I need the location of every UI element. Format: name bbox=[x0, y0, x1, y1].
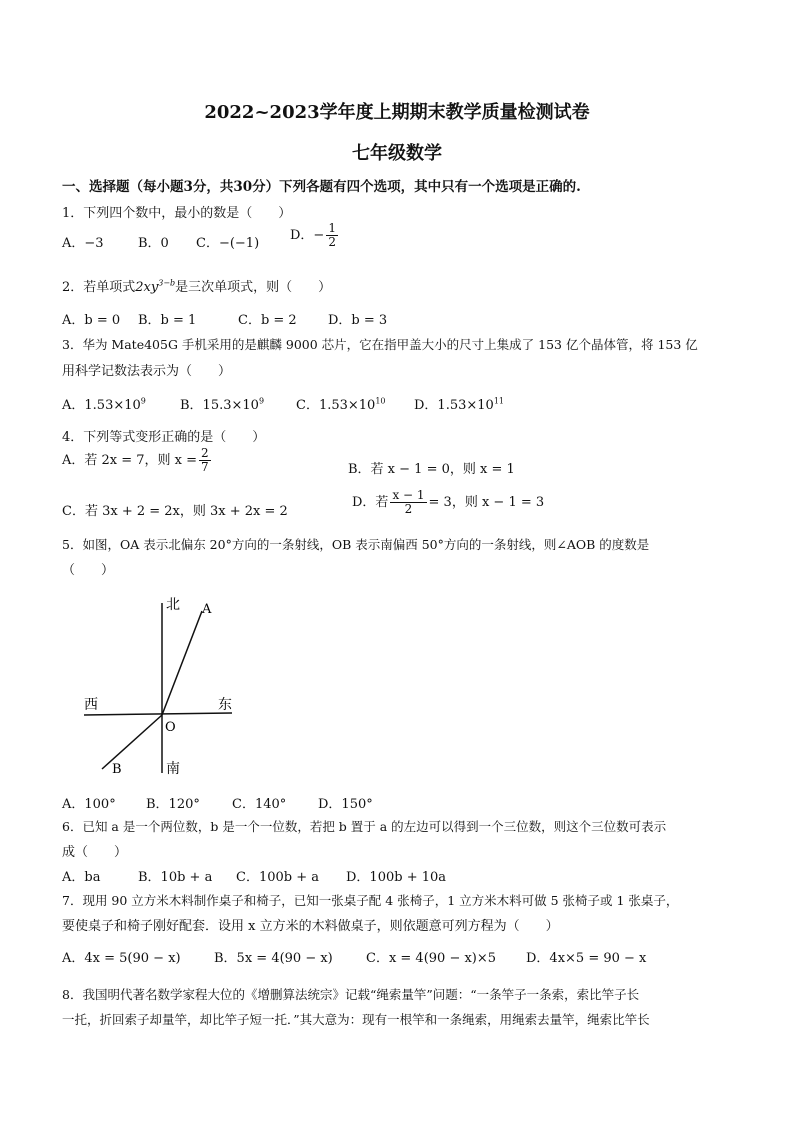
question-5-line-2: （ ） bbox=[62, 563, 115, 578]
q1-option-d bbox=[290, 222, 340, 249]
q4-d-text-pre: D．若 bbox=[352, 495, 389, 511]
q3-d-exponent: 11 bbox=[493, 396, 504, 406]
q2-exponent: 3−b bbox=[158, 278, 176, 288]
q6-option-a: A．ba bbox=[62, 870, 101, 885]
q3-option-c bbox=[296, 394, 386, 413]
question-7-line-2: 要使桌子和椅子刚好配套．设用 x 立方米的木料做桌子，则依题意可列方程为（ ） bbox=[62, 919, 559, 934]
q3-option-d bbox=[414, 394, 504, 413]
label-north: 北 bbox=[166, 597, 180, 613]
q5-option-b: B．120° bbox=[146, 797, 200, 812]
q4-option-c: C．若 3x + 2 = 2x，则 3x + 2x = 2 bbox=[62, 504, 288, 519]
label-east: 东 bbox=[218, 697, 232, 713]
q3-option-a bbox=[62, 394, 146, 413]
q4-a-numerator: 2 bbox=[201, 446, 209, 460]
q1-option-c: C．−(−1) bbox=[196, 236, 260, 251]
q5-option-d: D．150° bbox=[318, 797, 373, 812]
q6-option-b: B．10b + a bbox=[138, 870, 213, 885]
label-point-a: A bbox=[202, 602, 212, 617]
label-south: 南 bbox=[166, 761, 180, 777]
q4-a-text: A．若 2x = 7，则 x = bbox=[62, 453, 198, 469]
q5-option-c: C．140° bbox=[232, 797, 287, 812]
section-heading: 一、选择题（每小题3分，共30分）下列各题有四个选项，其中只有一个选项是正确的. bbox=[62, 179, 581, 195]
q7-option-d: D．4x×5 = 90 − x bbox=[526, 951, 647, 966]
west-east-line bbox=[84, 713, 232, 715]
question-2-stem bbox=[62, 276, 331, 295]
q4-option-b: B．若 x − 1 = 0，则 x = 1 bbox=[348, 462, 515, 477]
q2-stem-post: 是三次单项式，则（ ） bbox=[175, 280, 332, 295]
q2-option-c: C．b = 2 bbox=[238, 313, 297, 328]
question-8-line-1: 8．我国明代著名数学家程大位的《增删算法统宗》记载“绳索量竿”问题：“一条竿子一条索，索比竿子长 bbox=[62, 987, 640, 1002]
q1-option-a: A．−3 bbox=[62, 236, 104, 251]
exam-subtitle: 七年级数学 bbox=[352, 143, 442, 164]
q4-option-a bbox=[62, 447, 213, 474]
compass-figure bbox=[80, 595, 250, 785]
q2-option-a: A．b = 0 bbox=[62, 313, 121, 328]
q5-option-a: A．100° bbox=[62, 797, 116, 812]
label-origin-o: O bbox=[165, 720, 176, 735]
ray-oa bbox=[162, 611, 202, 715]
q3-c-exponent: 10 bbox=[375, 396, 386, 406]
q4-a-denominator: 7 bbox=[201, 460, 209, 475]
q3-d-base: D．1.53×10 bbox=[414, 398, 494, 413]
q3-c-base: C．1.53×10 bbox=[296, 398, 376, 413]
q2-stem-pre: 2．若单项式 bbox=[62, 280, 136, 295]
q4-d-text-post: = 3，则 x − 1 = 3 bbox=[428, 495, 545, 511]
question-8-line-2: 一托，折回索子却量竿，却比竿子短一托．”其大意为：现有一根竿和一条绳索，用绳索去量竿，绳索比竿长 bbox=[62, 1012, 650, 1027]
q4-d-denominator: 2 bbox=[404, 502, 413, 517]
question-4-stem: 4．下列等式变形正确的是（ ） bbox=[62, 430, 266, 445]
question-3-line-1: 3．华为 Mate405G 手机采用的是麒麟 9000 芯片，它在指甲盖大小的尺寸上集成了 153 亿个晶体管，将 153 亿 bbox=[62, 337, 698, 352]
q1-option-b: B．0 bbox=[138, 236, 169, 251]
q4-option-d bbox=[352, 489, 544, 516]
question-7-line-1: 7．现用 90 立方米木料制作桌子和椅子，已知一张桌子配 4 张椅子，1 立方米木料可做 5 张椅子或 1 张桌子， bbox=[62, 893, 679, 908]
q2-expression: 2xy bbox=[135, 280, 159, 295]
label-west: 西 bbox=[84, 697, 98, 713]
question-6-line-2: 成（ ） bbox=[62, 845, 128, 860]
q2-option-d: D．b = 3 bbox=[328, 313, 388, 328]
label-point-b: B bbox=[112, 762, 122, 777]
q4-a-fraction bbox=[199, 447, 211, 474]
q1-d-fraction bbox=[326, 222, 338, 249]
q7-option-b: B．5x = 4(90 − x) bbox=[214, 951, 333, 966]
ray-ob bbox=[102, 715, 162, 769]
q3-a-base: A．1.53×10 bbox=[62, 398, 141, 413]
q4-d-fraction bbox=[390, 489, 426, 516]
q3-b-exponent: 9 bbox=[258, 396, 265, 406]
q1-d-numerator: 1 bbox=[328, 221, 336, 235]
q1-d-prefix: D．− bbox=[290, 228, 325, 244]
question-3-line-2: 用科学记数法表示为（ ） bbox=[62, 364, 232, 379]
q3-option-b bbox=[180, 394, 264, 413]
q1-d-denominator: 2 bbox=[328, 235, 336, 250]
question-1-stem: 1．下列四个数中，最小的数是（ ） bbox=[62, 206, 292, 221]
question-5-line-1: 5．如图，OA 表示北偏东 20°方向的一条射线，OB 表示南偏西 50°方向的一条射线，则∠AOB 的度数是 bbox=[62, 537, 650, 552]
question-6-line-1: 6．已知 a 是一个两位数，b 是一个一位数，若把 b 置于 a 的左边可以得到一个三位数，则这个三位数可表示 bbox=[62, 819, 667, 834]
q6-option-c: C．100b + a bbox=[236, 870, 319, 885]
q6-option-d: D．100b + 10a bbox=[346, 870, 447, 885]
q7-option-a: A．4x = 5(90 − x) bbox=[62, 951, 181, 966]
q7-option-c: C．x = 4(90 − x)×5 bbox=[366, 951, 497, 966]
q2-option-b: B．b = 1 bbox=[138, 313, 197, 328]
q3-a-exponent: 9 bbox=[140, 396, 146, 406]
exam-title: 2022~2023学年度上期期末教学质量检测试卷 bbox=[204, 102, 590, 123]
q4-d-numerator: x − 1 bbox=[392, 488, 425, 502]
q3-b-base: B．15.3×10 bbox=[180, 398, 259, 413]
